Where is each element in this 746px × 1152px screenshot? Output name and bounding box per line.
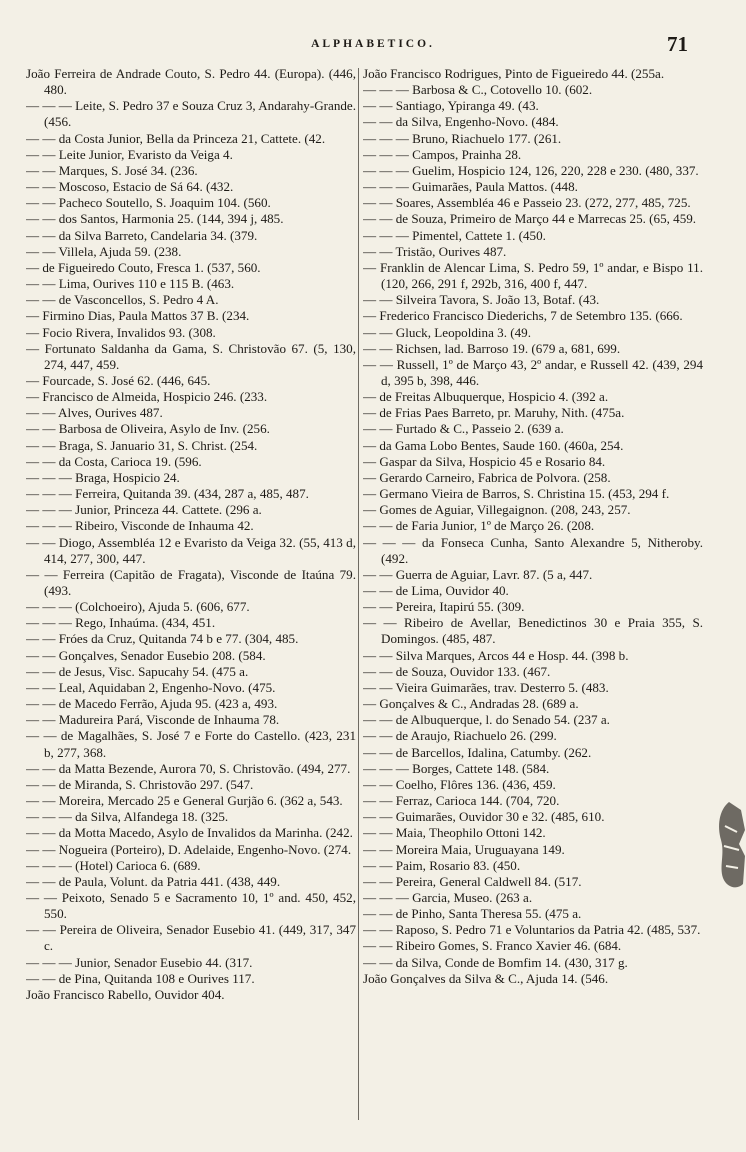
directory-entry: João Ferreira de Andrade Couto, S. Pedro 44. (Europa). (446, 480.	[26, 66, 356, 98]
directory-entry: — — Peixoto, Senado 5 e Sacramento 10, 1º and. 450, 452, 550.	[26, 889, 356, 922]
directory-entry: — — — (Hotel) Carioca 6. (689.	[26, 857, 201, 873]
directory-entry: — — Paim, Rosario 83. (450.	[363, 857, 521, 873]
directory-entry: — Franklin de Alencar Lima, S. Pedro 59, 1º andar, e Bispo 11. (120, 266, 291 f, 292b, 316, 400 f, 447.	[363, 259, 703, 292]
column-divider	[358, 68, 359, 1120]
directory-entry: — — Ferraz, Carioca 144. (704, 720.	[363, 793, 560, 809]
directory-entry: — — Moscoso, Estacio de Sá 64. (432.	[26, 179, 234, 195]
directory-entry: — — de Faria Junior, 1º de Março 26. (208.	[363, 518, 595, 534]
directory-entry: — — Pacheco Soutello, S. Joaquim 104. (560.	[26, 195, 271, 211]
directory-entry: — — de Miranda, S. Christovão 297. (547.	[26, 776, 254, 792]
directory-entry: — — Diogo, Assembléa 12 e Evaristo da Veiga 32. (55, 413 d, 414, 277, 300, 447.	[26, 534, 356, 566]
directory-entry: — — Vieira Guimarães, trav. Desterro 5. (483.	[363, 679, 609, 695]
directory-entry: — — da Silva Barreto, Candelaria 34. (379.	[26, 227, 258, 243]
running-title: ALPHABETICO.	[311, 38, 435, 50]
directory-entry: — — de Albuquerque, l. do Senado 54. (237 a.	[363, 712, 610, 728]
directory-entry: — — — Garcia, Museo. (263 a.	[363, 889, 533, 905]
directory-entry: — — Moreira, Mercado 25 e General Gurjão 6. (362 a, 543.	[26, 793, 343, 809]
directory-entry: — Fortunato Saldanha da Gama, S. Christovão 67. (5, 130, 274, 447, 459.	[26, 340, 356, 372]
directory-entry: — — — Rego, Inhaúma. (434, 451.	[26, 615, 216, 631]
directory-entry: — Fourcade, S. José 62. (446, 645.	[26, 372, 211, 388]
directory-entry: — — — (Colchoeiro), Ajuda 5. (606, 677.	[26, 599, 250, 615]
directory-entry: — — de Lima, Ouvidor 40.	[363, 583, 509, 598]
margin-stamp-mark	[715, 796, 746, 892]
directory-entry: — — de Pinho, Santa Theresa 55. (475 a.	[363, 906, 582, 922]
directory-entry: — — Richsen, lad. Barroso 19. (679 a, 681, 699.	[363, 340, 621, 356]
directory-entry: — — de Paula, Volunt. da Patria 441. (438, 449.	[26, 873, 281, 889]
directory-entry: — — Moreira Maia, Uruguayana 149.	[363, 841, 565, 857]
directory-entry: — — — Borges, Cattete 148. (584.	[363, 760, 550, 776]
directory-entry: — — Soares, Assembléa 46 e Passeio 23. (272, 277, 485, 725.	[363, 195, 691, 211]
directory-entry: — — de Pina, Quitanda 108 e Ourives 117.	[26, 970, 255, 986]
directory-entry: — — Fróes da Cruz, Quitanda 74 b e 77. (304, 485.	[26, 631, 299, 647]
left-column	[26, 66, 356, 1003]
directory-entry: — Francisco de Almeida, Hospicio 246. (233.	[26, 389, 268, 405]
directory-entry: — — Russell, 1º de Março 43, 2º andar, e Russell 42. (439, 294 d, 395 b, 398, 446.	[363, 356, 703, 388]
directory-entry: — — — Ribeiro, Visconde de Inhauma 42.	[26, 518, 254, 534]
directory-entry: — Frederico Francisco Diederichs, 7 de Setembro 135. (666.	[363, 308, 683, 324]
directory-entry: — — Gluck, Leopoldina 3. (49.	[363, 324, 532, 340]
directory-entry: — de Figueiredo Couto, Fresca 1. (537, 560.	[26, 259, 261, 275]
directory-entry: — — Madureira Pará, Visconde de Inhauma 78.	[26, 712, 280, 728]
directory-entry: — Gomes de Aguiar, Villegaignon. (208, 243, 257.	[363, 502, 631, 518]
directory-entry: — — Pereira, General Caldwell 84. (517.	[363, 873, 582, 889]
directory-entry: — — Leal, Aquidaban 2, Engenho-Novo. (475.	[26, 679, 276, 695]
page-number: 71	[667, 32, 688, 56]
directory-entry: — — Villela, Ajuda 59. (238.	[26, 243, 182, 259]
directory-entry: — de Frias Paes Barreto, pr. Maruhy, Nith. (475a.	[363, 405, 625, 421]
directory-entry: — — de Souza, Primeiro de Março 44 e Marrecas 25. (65, 459.	[363, 211, 697, 227]
directory-entry: — — — Leite, S. Pedro 37 e Souza Cruz 3, Andarahy-Grande. (456.	[26, 98, 356, 130]
directory-entry: — Gonçalves & C., Andradas 28. (689 a.	[363, 696, 579, 712]
directory-entry: — — Pereira de Oliveira, Senador Eusebio 41. (449, 317, 347 c.	[26, 922, 356, 954]
directory-entry: — da Gama Lobo Bentes, Saude 160. (460a, 254.	[363, 437, 624, 453]
directory-entry: — de Freitas Albuquerque, Hospicio 4. (392 a.	[363, 389, 609, 405]
directory-entry: — Focio Rivera, Invalidos 93. (308.	[26, 324, 216, 340]
directory-entry: — — Coelho, Flôres 136. (436, 459.	[363, 776, 556, 792]
directory-entry: — — Santiago, Ypiranga 49. (43.	[363, 98, 539, 114]
directory-entry: — — de Souza, Ouvidor 133. (467.	[363, 663, 551, 679]
directory-entry: — — Silveira Tavora, S. João 13, Botaf. (43.	[363, 292, 600, 308]
directory-entry: João Gonçalves da Silva & C., Ajuda 14. (546.	[363, 970, 609, 986]
directory-entry: — — Ribeiro Gomes, S. Franco Xavier 46. (684.	[363, 938, 622, 954]
directory-entry: — Gaspar da Silva, Hospicio 45 e Rosario 84.	[363, 453, 606, 469]
directory-entry: — — — Pimentel, Cattete 1. (450.	[363, 227, 546, 243]
directory-entry: — — de Macedo Ferrão, Ajuda 95. (423 a, 493.	[26, 696, 278, 712]
directory-entry: — — — Braga, Hospicio 24.	[26, 469, 180, 485]
page-header	[0, 34, 746, 60]
directory-entry: — — Barbosa de Oliveira, Asylo de Inv. (256.	[26, 421, 270, 437]
directory-entry: — — Braga, S. Januario 31, S. Christ. (254.	[26, 437, 258, 453]
directory-entry: — — da Costa, Carioca 19. (596.	[26, 453, 202, 469]
directory-entry: — — — Guelim, Hospicio 124, 126, 220, 228 e 230. (480, 337.	[363, 162, 699, 178]
directory-entry: — — da Silva, Conde de Bomfim 14. (430, 317 g.	[363, 954, 628, 970]
directory-entry: — — Raposo, S. Pedro 71 e Voluntarios da Patria 42. (485, 537.	[363, 922, 701, 938]
directory-entry: — — Guimarães, Ouvidor 30 e 32. (485, 610.	[363, 809, 605, 825]
directory-entry: — — da Motta Macedo, Asylo de Invalidos da Marinha. (242.	[26, 825, 353, 841]
directory-entry: — — Furtado & C., Passeio 2. (639 a.	[363, 421, 564, 437]
right-column	[363, 66, 703, 987]
directory-entry: — — de Magalhães, S. José 7 e Forte do Castello. (423, 231 b, 277, 368.	[26, 728, 356, 760]
directory-entry: João Francisco Rodrigues, Pinto de Figueiredo 44. (255a.	[363, 66, 665, 81]
directory-entry: — — Lima, Ourives 110 e 115 B. (463.	[26, 276, 235, 292]
directory-entry: — — Maia, Theophilo Ottoni 142.	[363, 825, 546, 841]
directory-entry: — — da Silva, Engenho-Novo. (484.	[363, 114, 559, 130]
directory-entry: — — Silva Marques, Arcos 44 e Hosp. 44. (398 b.	[363, 647, 629, 663]
directory-entry: — — — da Silva, Alfandega 18. (325.	[26, 809, 229, 825]
directory-entry: — — — Bruno, Riachuelo 177. (261.	[363, 130, 562, 146]
directory-entry: — — de Araujo, Riachuelo 26. (299.	[363, 728, 557, 744]
directory-entry: — — da Matta Bezende, Aurora 70, S. Christovão. (494, 277.	[26, 760, 351, 776]
directory-entry: — Germano Vieira de Barros, S. Christina 15. (453, 294 f.	[363, 486, 670, 502]
directory-entry: — — dos Santos, Harmonia 25. (144, 394 j, 485.	[26, 211, 284, 227]
directory-entry: João Francisco Rabello, Ouvidor 404.	[26, 986, 225, 1002]
directory-entry: — — — da Fonseca Cunha, Santo Alexandre 5, Nitheroby. (492.	[363, 534, 703, 566]
directory-entry: — — — Ferreira, Quitanda 39. (434, 287 a, 485, 487.	[26, 486, 309, 502]
directory-entry: — — Gonçalves, Senador Eusebio 208. (584.	[26, 647, 266, 663]
directory-entry: — Firmino Dias, Paula Mattos 37 B. (234.	[26, 308, 250, 324]
directory-entry: — — — Barbosa & C., Cotovello 10. (602.	[363, 82, 593, 98]
directory-entry: — — — Guimarães, Paula Mattos. (448.	[363, 179, 578, 195]
directory-entry: — Gerardo Carneiro, Fabrica de Polvora. (258.	[363, 469, 611, 485]
directory-entry: — — Nogueira (Porteiro), D. Adelaide, Engenho-Novo. (274.	[26, 841, 352, 857]
directory-entry: — — — Campos, Prainha 28.	[363, 146, 522, 162]
directory-entry: — — Tristão, Ourives 487.	[363, 243, 507, 259]
directory-entry: — — Guerra de Aguiar, Lavr. 87. (5 a, 447.	[363, 566, 593, 582]
directory-entry: — — da Costa Junior, Bella da Princeza 21, Cattete. (42.	[26, 130, 326, 146]
directory-entry: — — de Barcellos, Idalina, Catumby. (262.	[363, 744, 592, 760]
directory-entry: — — Ferreira (Capitão de Fragata), Visconde de Itaúna 79. (493.	[26, 566, 356, 598]
directory-entry: — — Leite Junior, Evaristo da Veiga 4.	[26, 146, 233, 162]
directory-entry: — — — Junior, Senador Eusebio 44. (317.	[26, 954, 253, 970]
directory-entry: — — de Vasconcellos, S. Pedro 4 A.	[26, 292, 219, 308]
directory-entry: — — Pereira, Itapirú 55. (309.	[363, 599, 525, 615]
directory-entry: — — Marques, S. José 34. (236.	[26, 162, 198, 178]
directory-entry: — — Alves, Ourives 487.	[26, 405, 163, 421]
directory-entry: — — Ribeiro de Avellar, Benedictinos 30 e Praia 355, S. Domingos. (485, 487.	[363, 615, 703, 647]
directory-entry: — — — Junior, Princeza 44. Cattete. (296 a.	[26, 502, 262, 518]
directory-entry: — — de Jesus, Visc. Sapucahy 54. (475 a.	[26, 663, 249, 679]
